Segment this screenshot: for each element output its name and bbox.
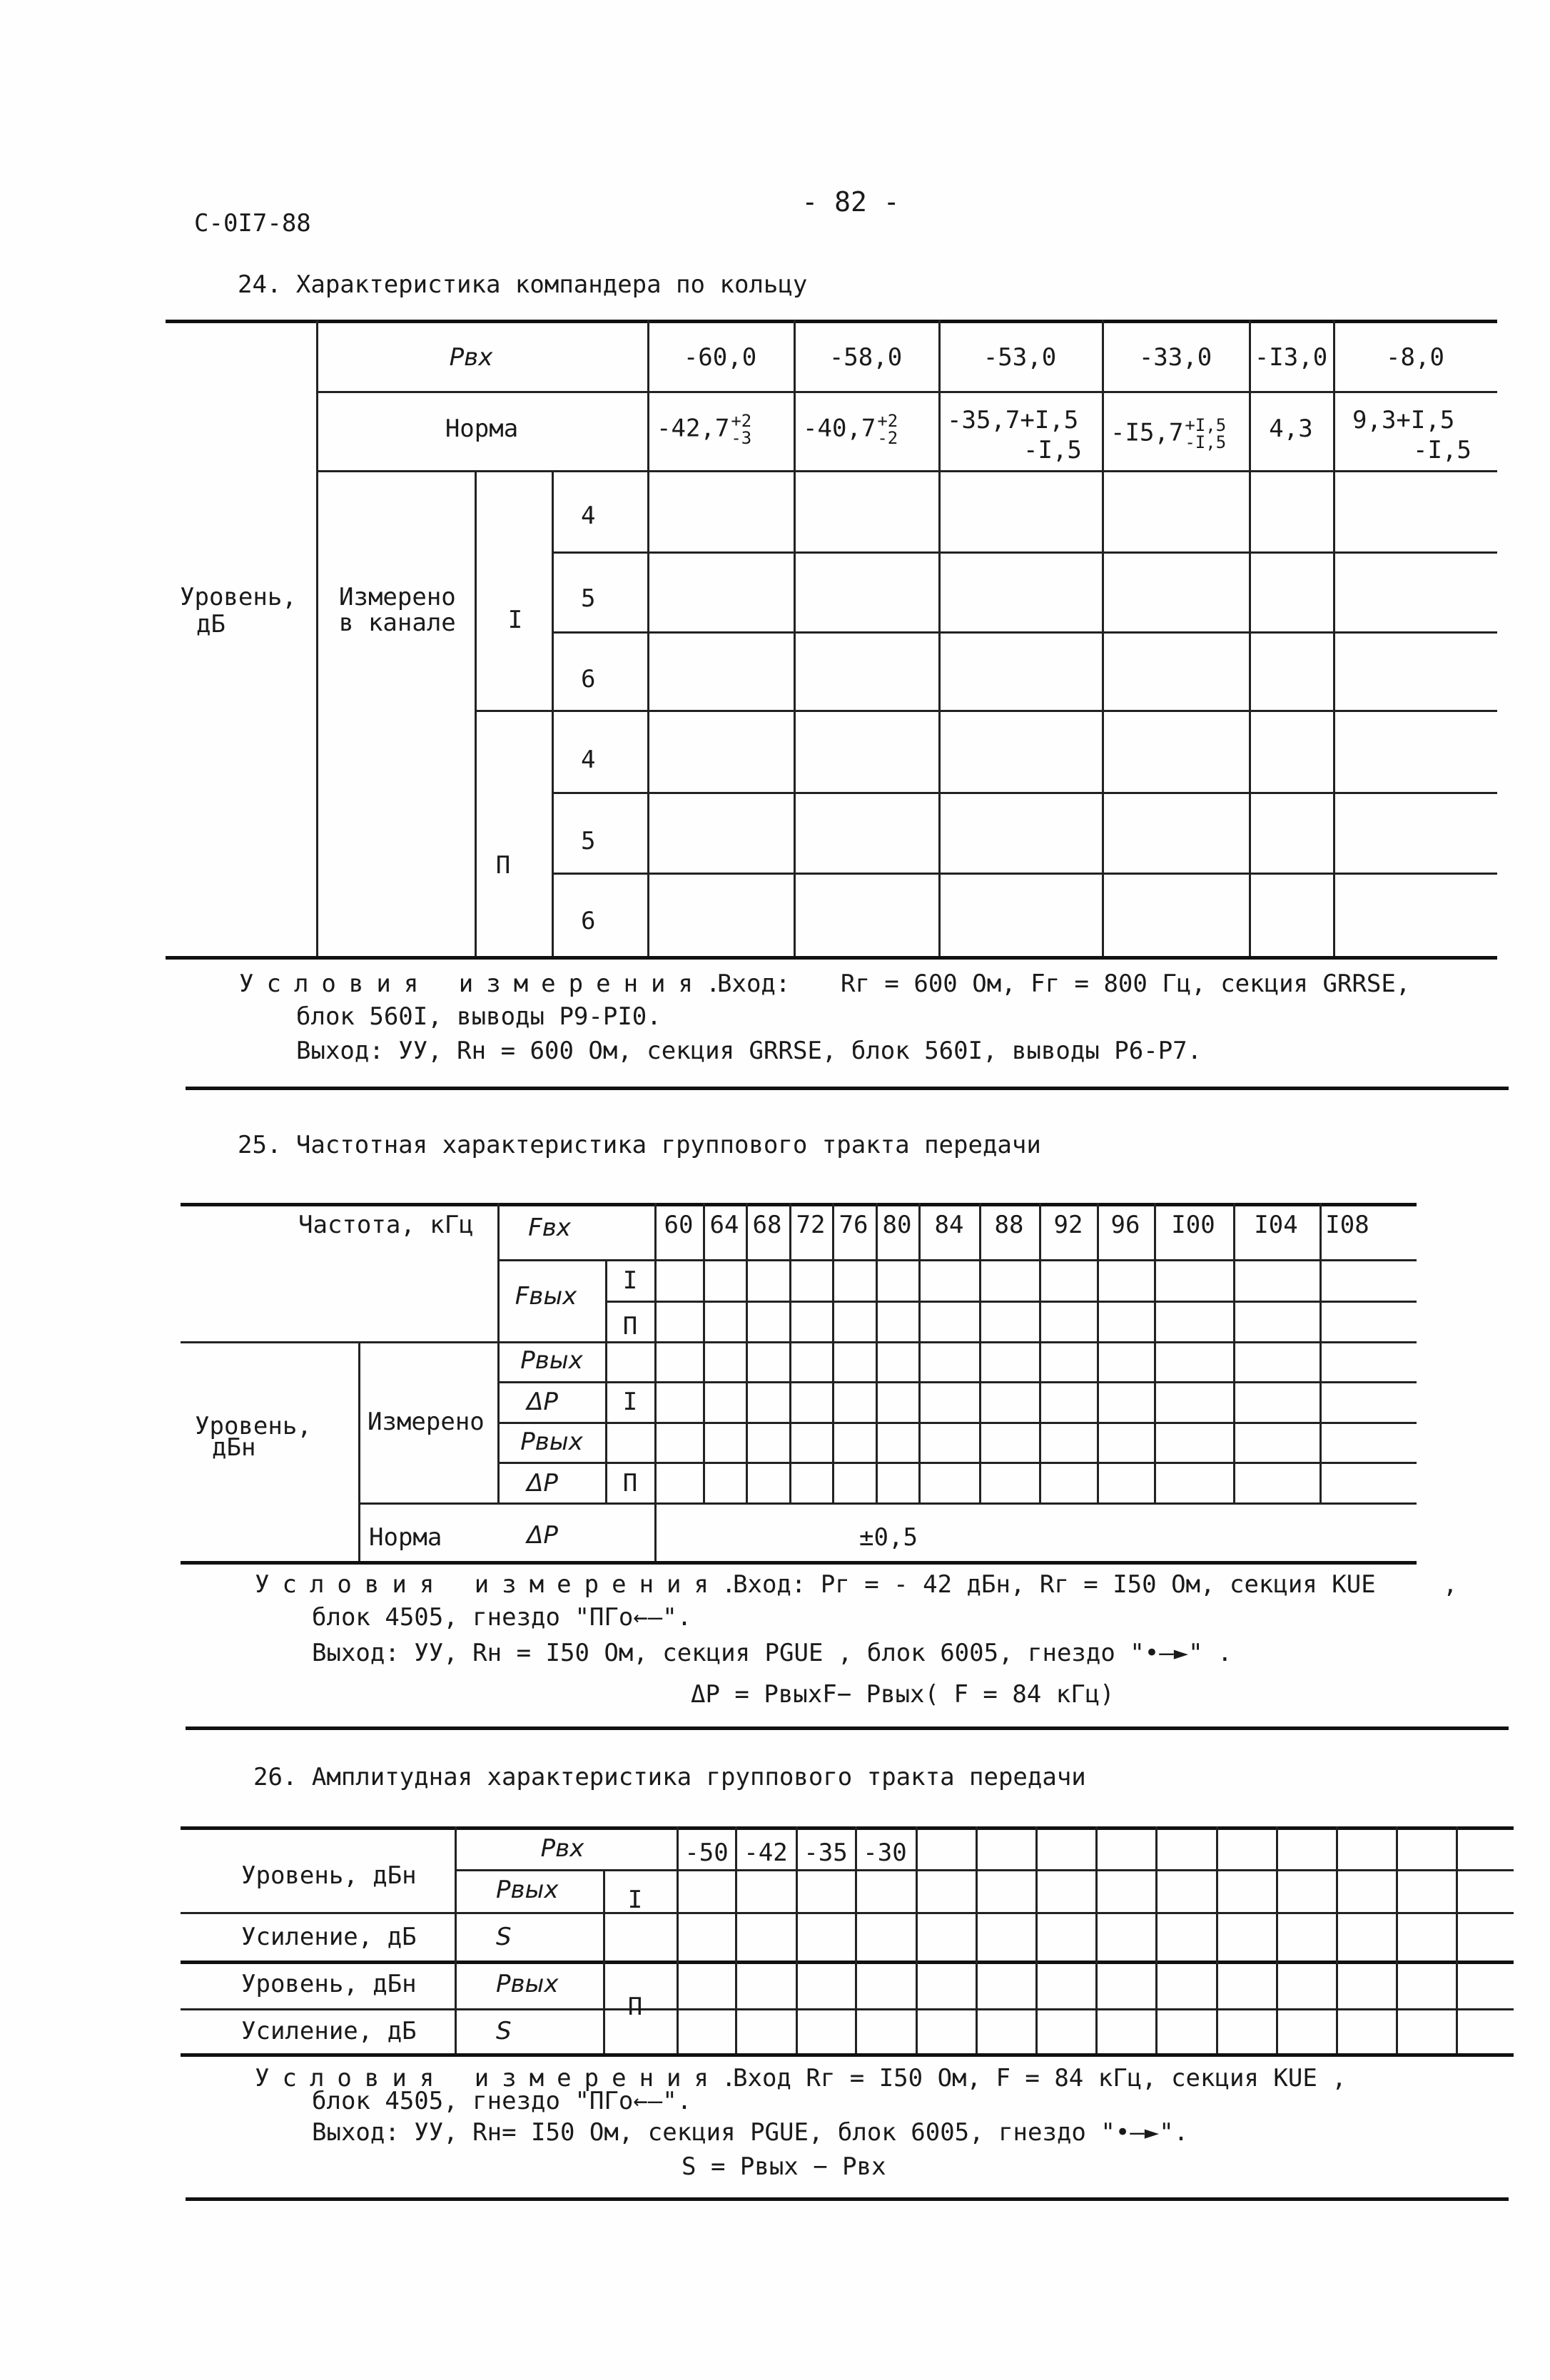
s25-dp-1: ΔP [527,1388,558,1416]
s24-row-num: 4 [581,746,596,774]
s26-row-sym: S [496,1923,512,1951]
s25-meas-ch1: I [622,1388,638,1416]
s25-level-unit: дБн [212,1433,256,1462]
s25-freq: 76 [839,1211,868,1239]
s25-freq: 64 [709,1211,739,1239]
s25-freq: 60 [664,1211,694,1239]
s25-freq: 96 [1110,1211,1140,1239]
s24-norm-4: -I5,7 +I,5 -I,5 [1110,415,1227,452]
s24-input-5: -I3,0 [1254,343,1328,372]
s24-norm-2: -40,7 +2 -2 [803,411,898,448]
s26-input-2: -42 [744,1839,788,1867]
s26-ch2: П [627,1993,643,2021]
s24-measured-label: Измерено [339,583,456,611]
page-number: - 82 - [801,186,900,218]
s25-freq-label: Частота, кГц [298,1211,474,1239]
s24-row-num: 4 [581,502,596,530]
doc-code: С-0I7-88 [194,209,311,238]
s24-norm-3: -35,7+I,5 [947,406,1079,434]
s24-level-label: Уровень, [180,583,297,611]
s26-formula: S = Pвых − Pвх [682,2152,886,2181]
s26-input-3: -35 [804,1839,848,1867]
s25-freq: I00 [1171,1211,1215,1239]
s24-norm-3-lower: -I,5 [1023,436,1082,464]
s25-formula: ΔP = PвыхF− Pвых( F = 84 кГц) [691,1680,1115,1709]
s26-ch1: I [627,1886,643,1914]
s25-norm-value: ±0,5 [859,1523,918,1552]
s24-row-num: 6 [581,907,596,935]
s24-channel-1: I [507,606,523,634]
s25-meas-ch2: П [622,1469,638,1497]
s24-measured-channel: в канале [339,609,456,637]
s25-dp-2: ΔP [527,1469,558,1497]
s25-ch2-label: П [622,1312,638,1341]
s26-row-label: Усиление, дБ [241,1923,417,1951]
s25-fout-label: Fвых [515,1282,577,1311]
s25-freq: 88 [994,1211,1024,1239]
s25-freq: 72 [796,1211,826,1239]
s24-norm-label: Норма [445,415,519,443]
s25-norm-dp: ΔP [527,1521,558,1550]
s24-level-unit: дБ [196,610,226,639]
s26-title: 26. Амплитудная характеристика группового тракта передачи [253,1763,1086,1791]
s24-row-num: 5 [581,827,596,855]
s25-freq: 84 [934,1211,964,1239]
s26-input-1: -50 [684,1839,729,1867]
s26-row-label: Уровень, дБн [241,1861,417,1890]
s25-freq: 80 [882,1211,912,1239]
s26-pin-label: Pвх [540,1834,584,1863]
s24-input-1: -60,0 [683,343,757,372]
s24-pin-label: Pвх [449,343,493,372]
s24-title: 24. Характеристика компандера по кольцу [238,270,808,299]
s26-row-label: Усиление, дБ [241,2017,417,2045]
s24-channel-2: П [495,851,511,880]
s25-ch1-label: I [622,1266,638,1295]
s25-fin-label: Fвх [528,1214,571,1242]
s24-row-num: 6 [581,665,596,693]
s25-norm-label: Норма [369,1523,442,1552]
s25-freq: 68 [752,1211,782,1239]
s24-input-4: -33,0 [1138,343,1212,372]
s24-norm-6-lower: -I,5 [1413,436,1472,464]
s24-norm-6: 9,3+I,5 [1352,406,1455,434]
s24-norm-5: 4,3 [1269,415,1313,443]
s25-level-label: Уровень, [195,1412,312,1440]
s26-input-4: -30 [863,1839,907,1867]
s25-pout-1: Pвых [520,1346,583,1375]
s26-row-sym: Pвых [496,1876,559,1904]
s24-input-3: -53,0 [983,343,1057,372]
s24-norm-1: -42,7 +2 -3 [657,411,752,448]
s25-title: 25. Частотная характеристика группового тракта передачи [238,1131,1041,1159]
s24-input-6: -8,0 [1386,343,1444,372]
s24-row-num: 5 [581,584,596,613]
s25-measured-label: Измерено [368,1408,485,1436]
s25-freq: I04 [1254,1211,1298,1239]
s26-row-sym: Pвых [496,1970,559,1998]
s25-freq: 92 [1053,1211,1083,1239]
s26-row-sym: S [496,2017,512,2045]
s25-pout-2: Pвых [520,1428,583,1456]
s26-row-label: Уровень, дБн [241,1970,417,1998]
s25-freq: I08 [1325,1211,1369,1239]
s24-input-2: -58,0 [829,343,903,372]
